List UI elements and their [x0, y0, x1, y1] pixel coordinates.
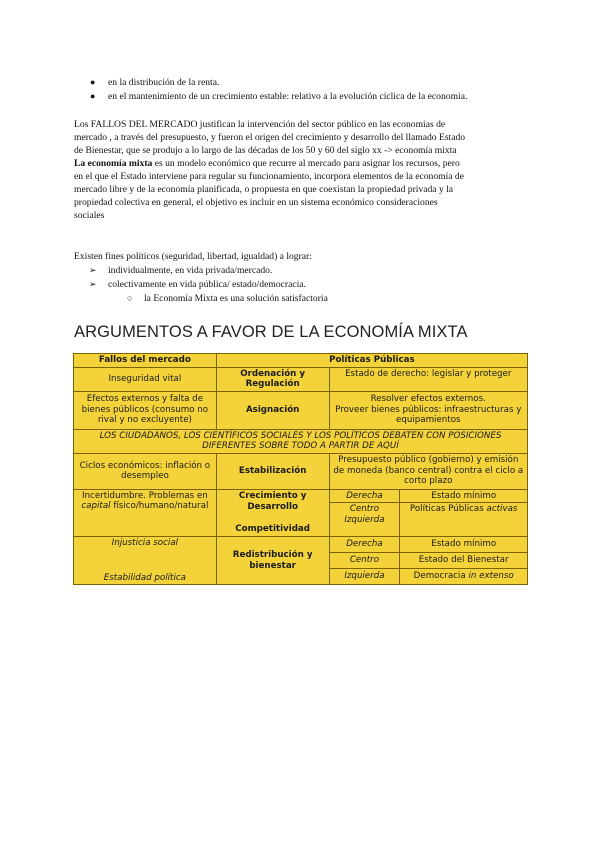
bullet-item: ● en el mantenimiento de un crecimiento estable: relativo a la evolución cíclica de la economía.	[90, 91, 468, 102]
table-cell: Derecha	[329, 489, 400, 503]
arrow-item: ➢ colectivamente en vida pública/ estado/democracia.	[89, 279, 306, 290]
table-cell: Injusticia social Estabilidad política	[74, 537, 217, 585]
table-cell: Presupuesto público (gobierno) y emisión de moneda (banco central) contra el ciclo a corto plazo	[329, 453, 527, 489]
table-cell: Izquierda	[329, 569, 400, 585]
table-cell: Derecha	[329, 537, 400, 553]
table-cell: Incertidumbre. Problemas en capital físico/humano/natural	[74, 489, 217, 537]
fines-intro: Existen fines políticos (seguridad, libertad, igualdad) a lograr:	[74, 251, 312, 262]
paragraph-economia-mixta: La economía mixta es un modelo económico que recurre al mercado para asignar los recursos, pero en el que el Estado interviene para regular su funcionamiento, incorpora elementos de la economía de mercado libre y de la economía planificada, o propuesta en que coexistan la propiedad privada y la propiedad colectiva en general, el objetivo es incluir en un sistema económico consideraciones sociales	[74, 158, 464, 221]
bullet-item: ● en la distribución de la renta.	[90, 77, 220, 88]
table-cell: Resolver efectos externos. Proveer bienes públicos: infraestructuras y equipamientos	[329, 391, 527, 429]
bullet-dot-icon: ●	[90, 91, 96, 101]
table-cell: Redistribución y bienestar	[216, 537, 329, 585]
arrow-item: ➢ individualmente, en vida privada/mercado.	[89, 265, 273, 276]
table-cell: Crecimiento y Desarrollo Competitividad	[216, 489, 329, 537]
arrow-bullet-icon: ➢	[89, 265, 97, 275]
section-heading: ARGUMENTOS A FAVOR DE LA ECONOMÍA MIXTA	[74, 323, 468, 341]
table-cell: Centro	[329, 553, 400, 569]
sub-item: ○ la Economía Mixta es una solución satisfactoria	[127, 293, 328, 304]
table-cell: Efectos externos y falta de bienes públicos (consumo no rival y no excluyente)	[74, 391, 217, 429]
table-cell: Inseguridad vital	[74, 367, 217, 391]
table-cell: Estado mínimo	[400, 489, 528, 503]
circle-bullet-icon: ○	[127, 293, 133, 303]
table-cell: Estado del Bienestar	[400, 553, 528, 569]
table-banner: LOS CIUDADANOS, LOS CIENTÍFICOS SOCIALES Y LOS POLÍTICOS DEBATEN CON POSICIONES DIFERENTES SOBRE TODO A PARTIR DE AQUÍ	[74, 429, 528, 453]
table-cell: Ordenación y Regulación	[216, 367, 329, 391]
table-cell: Políticas Públicas activas	[400, 503, 528, 537]
table-cell: Asignación	[216, 391, 329, 429]
table-cell: Centro Izquierda	[329, 503, 400, 537]
table-cell: Ciclos económicos: inflación o desempleo	[74, 453, 217, 489]
arrow-bullet-icon: ➢	[89, 279, 97, 289]
table-header-politicas: Políticas Públicas	[216, 354, 527, 368]
politicas-table	[73, 353, 528, 585]
bold-term: La economía mixta	[74, 158, 153, 169]
table-cell: Estado de derecho: legislar y proteger	[329, 367, 527, 391]
table-cell: Estabilización	[216, 453, 329, 489]
paragraph-fallos: Los FALLOS DEL MERCADO justifican la intervención del sector público en las economías de mercado , a través del presupuesto, y fueron el origen del crecimiento y desarrollo del llamado Estado de Bienestar, que se produjo a lo largo de las décadas de los 50 y 60 del siglo xx -> economía mixta	[74, 119, 466, 156]
table-cell: Estado mínimo	[400, 537, 528, 553]
bullet-dot-icon: ●	[90, 77, 96, 87]
table-header-fallos: Fallos del mercado	[74, 354, 217, 368]
table-cell: Democracia in extenso	[400, 569, 528, 585]
